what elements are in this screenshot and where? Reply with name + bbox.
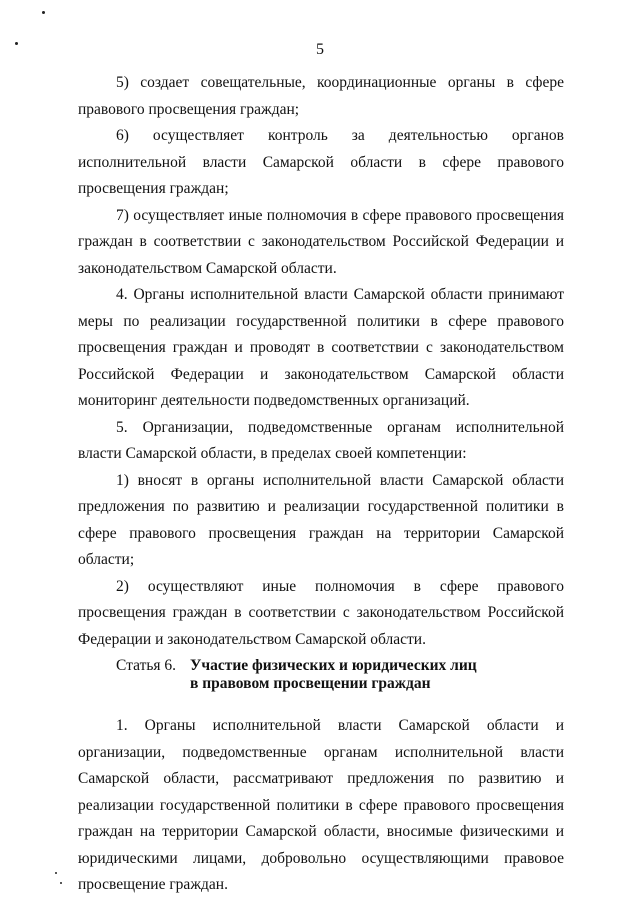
paragraph: 2) осуществляют иные полномочия в сфере правового просвещения граждан в соответствии с законодательством Российской Федерации и законодательством Самарской области. <box>78 577 564 648</box>
page-number: 5 <box>316 41 324 58</box>
paragraph: 1) вносят в органы исполнительной власти Самарской области предложения по развитию и реализации государственной политики в сфере правового просвещения граждан на территории Самарской области; <box>78 471 564 568</box>
paragraph: 6) осуществляет контроль за деятельностью органов исполнительной власти Самарской области в сфере правового просвещения граждан; <box>78 127 564 197</box>
paragraph: 5) создает совещательные, координационные органы в сфере правового просвещения граждан; <box>78 74 564 118</box>
paragraph: 5. Организации, подведомственные органам исполнительной власти Самарской области, в пределах своей компетенции: <box>78 418 564 462</box>
scan-speck-top <box>42 11 45 14</box>
paragraph: 7) осуществляет иные полномочия в сфере правового просвещения граждан в соответствии с законодательством Российской Федерации и законодательством Самарской области. <box>78 206 564 277</box>
article-heading <box>78 657 564 693</box>
paragraph: 4. Органы исполнительной власти Самарской области принимают меры по реализации государственной политики в сфере правового просвещения граждан и проводят в соответствии с законодательством Российской Федерации и законодательством Самарской области мониторинг деятельности подведомственных организаций. <box>78 286 564 409</box>
article-title: Участие физических и юридических лиц в правовом просвещении граждан <box>190 657 477 692</box>
paragraph: 1. Органы исполнительной власти Самарской области и организации, подведомственные органам исполнительной власти Самарской области, рассматривают предложения по развитию и реализации государственной политики в сфере правового просвещения граждан на территории Самарской области, вносимые физическими и юридическими лицами, добровольно осуществляющими правовое просвещение граждан. <box>78 717 564 893</box>
scan-speck-bottom-2 <box>60 882 62 884</box>
document-body <box>78 70 564 899</box>
scan-speck-bottom <box>55 872 57 874</box>
article-number: Статья 6. <box>116 657 177 674</box>
